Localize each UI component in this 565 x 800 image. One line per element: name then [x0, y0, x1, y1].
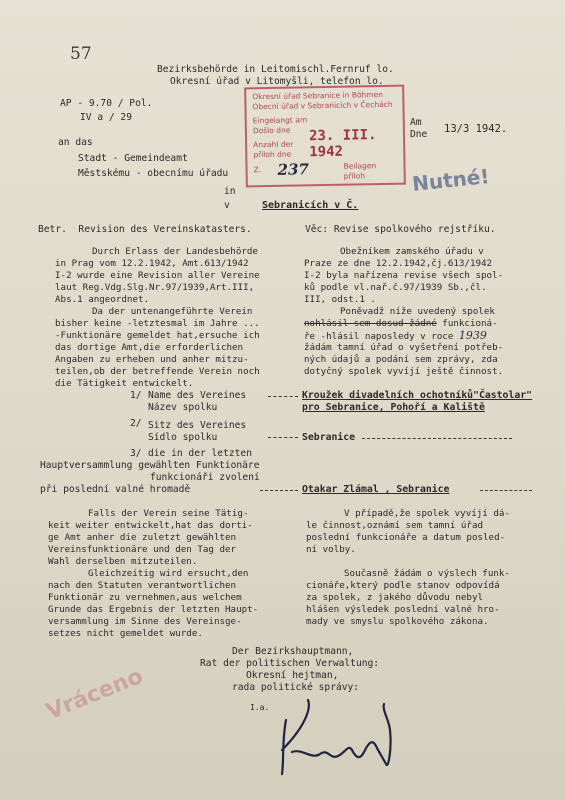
- paragraph-cz-line: Poněvadž níže uvedený spolek: [340, 306, 495, 317]
- closing-de-line: nach den Statuten verantwortlichen: [48, 580, 237, 591]
- reference-line-1: AP - 9.70 / Pol.: [60, 98, 153, 109]
- field-officers-label-de: die in der letzten: [148, 448, 252, 459]
- document-date: 13/3 1942.: [444, 123, 508, 135]
- field-officers-label-de-2: Hauptversammlung gewählten Funktionäre: [40, 460, 260, 471]
- stamp-line-5: Anzahl der: [253, 139, 294, 150]
- reference-line-2: IV a / 29: [80, 112, 132, 123]
- field-seat-leader: [268, 437, 298, 438]
- closing-cz-line: Současně žádám o výslech funk-: [344, 568, 510, 579]
- closing-cz-line: ní volby.: [306, 544, 356, 555]
- field-name-value-1: Kroužek divadelních ochotníků"Častolar": [302, 390, 533, 401]
- address-place: Sebranicích v Č.: [262, 200, 359, 211]
- closing-de-line: ge Amt anher die zuletzt gewählten: [48, 532, 237, 543]
- signature-line: rada politické správy:: [232, 682, 360, 693]
- stamp-line-2: Obecní úřad v Sebranicích v Čechách: [252, 99, 393, 112]
- stamp-line-9: příloh: [343, 171, 366, 181]
- field-officers-trail: [480, 490, 532, 491]
- paragraph-de-line: Durch Erlass der Landesbehörde: [92, 246, 258, 257]
- paragraph-cz-line: ků podle vl.nař.č.97/1939 Sb.,čl.: [304, 282, 487, 293]
- field-name-label-cz: Název spolku: [148, 402, 218, 413]
- address-in: in: [224, 186, 236, 197]
- stamp-line-8: Beilagen: [343, 161, 377, 171]
- subject-cz: Věc: Revise spolkového rejstříku.: [305, 224, 496, 235]
- field-officers-leader: [260, 490, 298, 491]
- stamp-date: 23. III. 1942: [308, 127, 377, 161]
- paragraph-cz-line: ných údajů a podání sem zprávy, zda: [304, 354, 498, 365]
- field-officers-label-cz-2: při poslední valné hromadě: [40, 484, 191, 495]
- handwritten-year: 1939: [458, 329, 487, 342]
- field-officers-value: Otakar Zlámal , Sebranice: [302, 484, 450, 495]
- stamp-line-3: Eingelangt am: [252, 115, 308, 126]
- paragraph-de-line: in Prag vom 12.2.1942, Amt.613/1942: [55, 258, 249, 269]
- field-name-label-de: Name des Vereines: [148, 390, 247, 401]
- closing-cz-line: V případě,že spolek vyvíjí dá-: [344, 508, 510, 519]
- field-officers-number: 3/: [130, 448, 142, 459]
- signature-line: Rat der politischen Verwaltung:: [200, 658, 380, 669]
- strike-suffix: funkcioná-: [436, 318, 498, 329]
- closing-de-line: Wahl derselben mitzuteilen.: [48, 556, 198, 567]
- signature-line: Der Bezirkshauptmann,: [232, 646, 354, 657]
- date-label-cz: Dne: [410, 129, 428, 140]
- paragraph-cz-line: Obežníkem zamského úřadu v: [340, 246, 484, 257]
- field-seat-value: Sebranice: [302, 432, 356, 443]
- field-name-value-2: pro Sebranice, Pohoří a Kaliště: [302, 402, 485, 413]
- address-mestsky: Městskému - obecnímu úřadu: [78, 168, 229, 179]
- paragraph-de-line: teilen,ob der betreffende Verein noch: [55, 366, 260, 377]
- paragraph-de-line: -Funktionäre gemeldet hat,ersuche ich: [55, 330, 260, 341]
- year-line-text: ře -hlásil naposledy v roce: [304, 331, 459, 342]
- stamp-number: 237: [277, 160, 310, 179]
- stamp-line-1: Okresní úřad Sebranice in Böhmen: [252, 89, 384, 102]
- closing-de-line: Funktionär zu vernehmen,aus welchem: [48, 592, 242, 603]
- paragraph-cz-line: Praze ze dne 12.2.1942,čj.613/1942: [304, 258, 493, 269]
- paragraph-cz-line: III, odst.1 .: [304, 294, 376, 305]
- paragraph-de-line: laut Reg.Vdg.Slg.Nr.97/1939,Art.III,: [55, 282, 255, 293]
- address-an: an das: [58, 137, 93, 148]
- closing-de-line: setzes nicht gemeldet wurde.: [48, 628, 203, 639]
- closing-de-line: versammlung im Sinne des Vereinsge-: [48, 616, 242, 627]
- urgent-stamp: Nutné!: [410, 164, 491, 196]
- field-officers-label-cz: funkcionáři zvolení: [150, 472, 260, 483]
- returned-stamp: Vráceno: [43, 663, 147, 726]
- closing-de-line: Falls der Verein seine Tätig-: [88, 508, 249, 519]
- closing-de-line: Grunde das Ergebnis der letzten Haupt-: [48, 604, 259, 615]
- closing-de-line: Gleichzeitig wird ersucht,den: [88, 568, 249, 579]
- paragraph-de-line: bisher keine -letztesmal im Jahre ...: [55, 318, 260, 329]
- stamp-line-6: příloh dne: [253, 149, 292, 160]
- folio-number: 57: [70, 44, 92, 64]
- address-v: v: [224, 200, 230, 211]
- paragraph-cz-line: dotyčný spolek vyvíjí ještě činnost.: [304, 366, 504, 377]
- field-seat-number: 2/: [130, 418, 142, 429]
- paragraph-de-line: Da der untenangeführte Verein: [92, 306, 253, 317]
- closing-de-line: keit weiter entwickelt,hat das dorti-: [48, 520, 253, 531]
- field-seat-label-de: Sitz des Vereines: [148, 420, 247, 431]
- authority-header-cz: Okresní úřad v Litomyšli, telefon lo.: [170, 76, 384, 87]
- field-seat-trail: [362, 438, 512, 439]
- signature-line: Okresní hejtman,: [246, 670, 339, 681]
- paragraph-cz-line: I-2 byla nařízena revise všech spol-: [304, 270, 504, 281]
- authority-header-de: Bezirksbehörde in Leitomischl.Fernruf lo.: [157, 64, 394, 75]
- closing-cz-line: poslední funkcionáře a datum posled-: [306, 532, 506, 543]
- closing-cz-line: mady ve smyslu spolkového zákona.: [306, 616, 489, 627]
- closing-cz-line: za spolek, z jakého důvodu nebyl: [306, 592, 484, 603]
- field-seat-label-cz: Sídlo spolku: [148, 432, 218, 443]
- paragraph-de-line: Abs.1 angeordnet.: [55, 294, 150, 305]
- date-label-de: Am: [410, 117, 422, 128]
- subject-de: Betr. Revision des Vereinskatasters.: [38, 224, 252, 235]
- paragraph-cz-line: žádám tamní úřad o vyšetření potřeb-: [304, 342, 504, 353]
- struck-text: nohlásil sem dosud žádné: [304, 318, 437, 329]
- field-name-number: 1/: [130, 390, 142, 401]
- signature-prefix: I.a.: [250, 703, 270, 712]
- closing-cz-line: hlášen výsledek poslední valné hro-: [306, 604, 500, 615]
- paragraph-de-line: Angaben zu erheben und anher mitzu-: [55, 354, 249, 365]
- address-stadt: Stadt - Gemeindeamt: [78, 153, 188, 164]
- closing-cz-line: le činnost,oznámí sem tamní úřad: [306, 520, 484, 531]
- field-name-leader: [268, 396, 298, 397]
- paragraph-de-line: I-2 wurde eine Revision aller Vereine: [55, 270, 260, 281]
- paragraph-de-line: die Tätigkeit entwickelt.: [55, 378, 194, 389]
- handwritten-signature: [272, 690, 402, 780]
- closing-cz-line: cionáře,který podle stanov odpovídá: [306, 580, 500, 591]
- stamp-line-7: Z.: [253, 165, 262, 175]
- closing-de-line: Vereinsfunktionäre und den Tag der: [48, 544, 237, 555]
- reception-stamp: [244, 85, 406, 188]
- stamp-line-4: Došlo dne: [252, 125, 291, 136]
- paragraph-de-line: das dortige Amt,die erforderlichen: [55, 342, 244, 353]
